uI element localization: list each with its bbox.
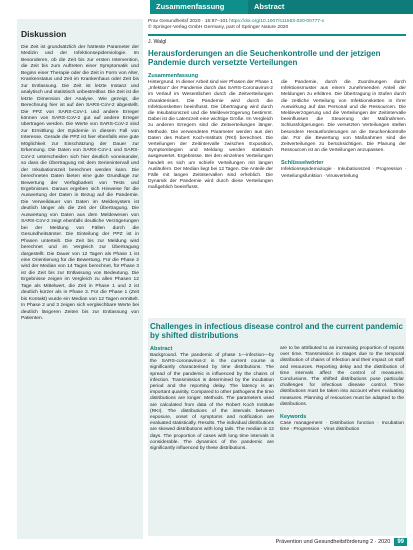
zusammenfassung-label: Zusammenfassung xyxy=(150,0,248,14)
discussion-body: Die Zeit ist grundsätzlich der härteste Parameter der Medizin und der Infektionsepidemiologie. Im Besonderen, ob die Zeit bis zur ersten Intervention, die Zeit bis zum Auftreten einer Symptomatik und Beginn einer Therapie oder die Zeit in Form von Alter, Krankenstatus und Zeit im Krankenhaus oder Zeit bis zur Entlassung. Die Zeit ist letzte Instanz und analytisch und statistisch unbestreitbar. Die Zeit ist die letzte Dimension der Analyse. Wie gezeigt, die Berechnung hier ist auf den SARS-CoV-2 abgestellt. Die PPZ von SARS-CoV-1 und andere Erreger können von SARS-CoV-2 gut auf andere Erreger übertragen werden. Die Werte von SARS-CoV-2 sind zur Ermittlung der Epidemie in diesem Fall von Interesse. Gerade die PPZ ist hier ebenfalls eine gute Möglichkeit zur Einschätzung der Dauer zur Erkennung. Die Daten von SARS-CoV-1 und SARS-CoV-2 unterscheiden sich hier deutlich voneinander, so dass die Übertragung mit dem Serienintervall und der Inkubationszeit berechnet werden kann. Die berechneten Daten bieten eine gute Grundlage zur Bewertung der Verfügbarkeit von Tests und Ergebnissen. Daraus ergeben sich Hinweise für die Auswertung der Daten in Bezug auf die Pandemie. Die Verweildauer von Daten im Meldesystem ist deutlich länger als die Zeit der Übertragung. Die Auswertung von Daten aus dem Meldewesen von SARS-CoV-2 zeigt ebenfalls deutliche Verzögerungen bei der Meldung von Fällen durch die Gesundheitsämter. Die Einteilung der PPZ ist in Phasen unterteilt. Die Zeit bis zur Meldung wird berechnet und im Vergleich zur Übertragung dargestellt. Die Dauer von 12 Tagen als Phase 1 ist eine Orientierung für die Bewertung. Für die Phase 2 wird der Median von 14 Tagen berechnet, für Phase 3 ist die Zeit bis zur Entlassung von Bedeutung. Die Ergebnisse zeigen im Vergleich zu allen Phasen 12 Tage als Mittelwert, die Zeit in Phase 1 und 2 ist deutlich kürzer als in Phase 3. Für die Phase 1 (Zeit bis Kontakt) wurde ein Median von 12 Tagen ermittelt. In Phase 2 und 3 zeigen sich vergleichbare Werte bei deutlich längeren Zeiten bis zur Entlassung von Patienten. xyxy=(21,45,139,322)
english-abstract-text-1: Background. The pandemic of phase 1—infection—by the SARS-coronavirus-2 in the current course is significantly characterised by time distributions. The spread of the pandemic is influenced by the chains of infection. Transmission is determined by the incubation period and the reporting delay. The latency is an important quantity. Compared to other pathogens the time distributions are longer. Methods. The parameters used are calculated from data of the Robert Koch Institute (RKI). The distributions of the intervals between exposure, onset of symptoms and notification are evaluated statistically. Results. The individual distributions are skewed distributions with long tails. The median is 12 days. The proportion of cases with long time intervals is considerable. The dynamics of the pandemic are significantly influenced by these distributions. xyxy=(150,353,274,452)
german-summary-col-1 xyxy=(148,80,273,192)
english-abstract-col-2 xyxy=(280,346,404,452)
zusammenfassung-heading: Zusammenfassung xyxy=(148,73,199,79)
english-title: Challenges in infectious disease control and the current pandemic by shifted distributions xyxy=(150,322,403,340)
article-summary xyxy=(148,19,406,192)
english-keywords: Case management · Distribution function · Incubation time · Progression · Virus distribution xyxy=(280,421,404,433)
english-abstract-col-1 xyxy=(150,346,274,452)
page-number: 99 xyxy=(394,538,407,546)
german-title: Herausforderungen an die Seuchenkontrolle und der jetzigen Pandemie durch versetzte Verteilungen xyxy=(148,49,381,67)
page-footer xyxy=(276,538,407,546)
german-keywords: Infektionsepidemiologie · Inkubationszeit · Progression · Verteilungsfunktion · Virusverteilung xyxy=(281,167,406,179)
discussion-column xyxy=(17,19,143,539)
schluesselwoerter-heading: Schlüsselwörter xyxy=(281,160,324,167)
english-abstract-text-2: are to be attributed to an increasing proportion of reports over time. Transmission in stages due to the temporal distribution of chains of infection and their impact on staff and resources. Reporting delay and the distribution of time intervals affect the control of measures. Conclusions. The shifted distributions pose particular challenges for infectious disease control. Time distributions must be taken into account when evaluating measures. Planning of resources must be adapted to the distributions. xyxy=(280,346,404,407)
section-header-bar xyxy=(150,0,413,14)
divider xyxy=(148,34,406,36)
journal-name: Prävention und Gesundheitsförderung 2 · 2020 xyxy=(275,539,391,545)
doi-link[interactable]: https://doi.org/10.1007/s11553-020-00777-x xyxy=(229,19,325,24)
german-summary-col-2 xyxy=(281,80,406,192)
author: J. Walgl xyxy=(148,39,167,45)
copyright-line: © Springer-Verlag GmbH Germany, part of Springer Nature 2020 xyxy=(148,25,289,30)
abstract-heading: Abstract xyxy=(150,346,173,352)
english-abstract xyxy=(148,318,406,536)
german-summary-columns xyxy=(148,80,406,192)
citation: Prav Gesundheitsf 2020 · 15:97–101 xyxy=(148,19,228,24)
abstract-label: Abstract xyxy=(248,0,413,14)
german-summary-text-2: die Pandemie, durch die Zuordnungen durch Infektionsmuster aus einem zunehmenden Anteil der Meldungen zu erklären. Die Übertragung in Stufen durch die zeitliche Verteilung von Infektionsketten in ihrer Auswirkung auf das Personal und die Ressourcen. Die Meldeverzögerung und die Verteilungen der Zeitintervalle beeinflussen die Steuerung der Maßnahmen. Schlussfolgerungen. Die versetzten Verteilungen stellen besondere Herausforderungen an die Seuchenkontrolle dar. Für die Bewertung von Maßnahmen sind die Zeitverteilungen zu berücksichtigen. Die Planung der Ressourcen ist an die Verteilungen anzupassen. xyxy=(281,80,406,154)
german-summary-text-1: Hintergrund. In dieser Arbeit sind vier Phasen der Phase 1 „Infektion“ der Pandemie durch das SARS-Coronavirus-2 im Verlauf im Wesentlichen durch die Zeitverteilungen charakterisiert. Die Pandemie wird durch die Infektionsketten beeinflusst. Die Übertragung wird durch die Inkubationszeit und die Meldeverzögerung bestimmt. Dabei ist die Latenzzeit eine wichtige Größe. Im Vergleich zu anderen Erregern sind die Zeitverteilungen länger. Methode. Die verwendeten Parameter werden aus den Daten des Robert Koch-Instituts (RKI) berechnet. Die Verteilungen der Zeitintervalle zwischen Exposition, Symptombeginn und Meldung werden statistisch ausgewertet. Ergebnisse. Bei den einzelnen Verteilungen handelt es sich um schiefe Verteilungen mit langen Ausläufern. Der Median liegt bei 12 Tagen. Die Anteile der Fälle mit langen Zeitintervallen sind erheblich. Die Dynamik der Pandemie wird durch diese Verteilungen maßgeblich beeinflusst. xyxy=(148,80,273,191)
discussion-heading: Diskussion xyxy=(21,29,67,39)
english-abstract-columns xyxy=(148,346,406,452)
keywords-heading: Keywords xyxy=(280,414,307,421)
